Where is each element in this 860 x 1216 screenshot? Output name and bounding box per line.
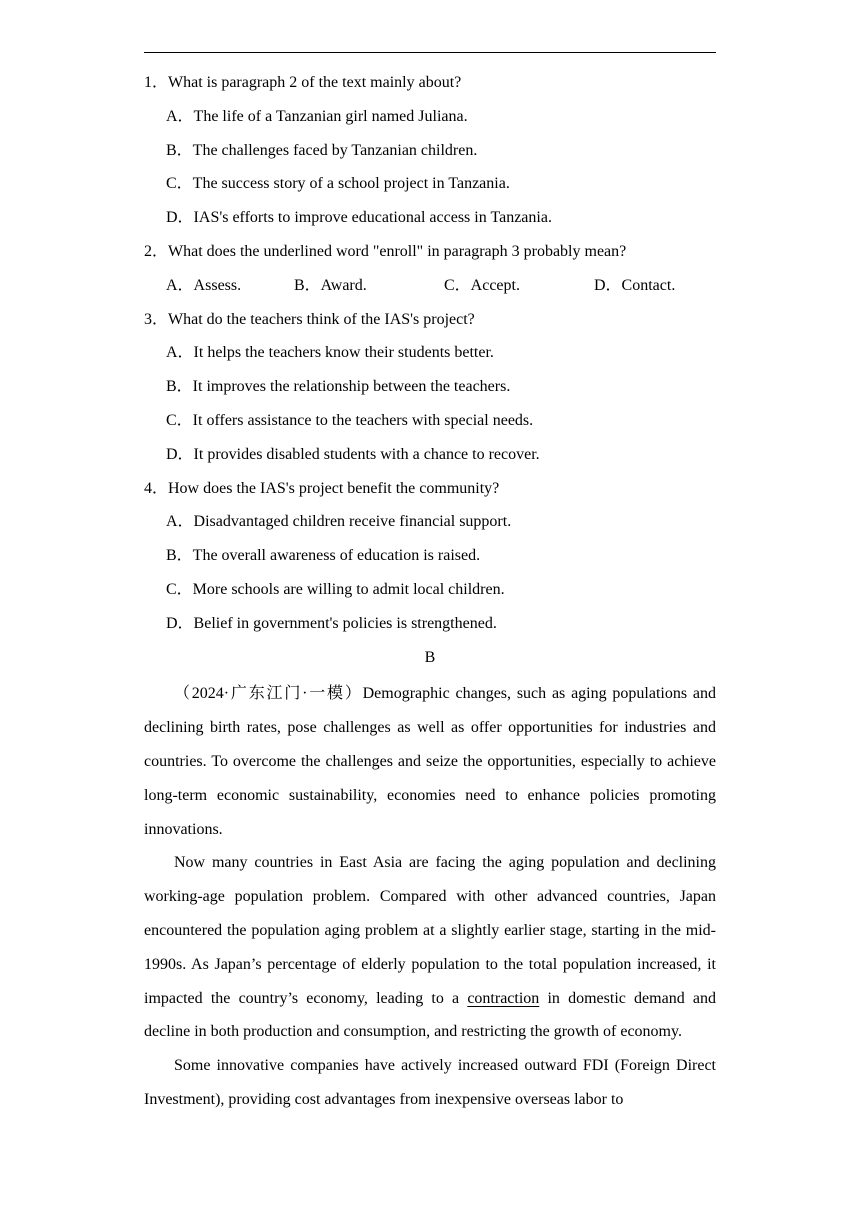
option-d: D．It provides disabled students with a chance to recover.: [166, 445, 540, 463]
option-c: C．More schools are willing to admit local children.: [166, 580, 505, 598]
option-c: C．It offers assistance to the teachers with special needs.: [166, 411, 534, 429]
question-stem: 3．What do the teachers think of the IAS's project?: [144, 310, 475, 328]
option-b: B．It improves the relationship between the teachers.: [166, 378, 511, 396]
option-a: A．Disadvantaged children receive financial support.: [166, 513, 512, 531]
option-b: B．Award.: [294, 276, 367, 294]
reading-passage: [144, 677, 716, 1116]
question-stem: 2．What does the underlined word "enroll" in paragraph 3 probably mean?: [144, 242, 627, 260]
option-a: A．Assess.: [166, 276, 242, 294]
underlined-word: contraction: [467, 989, 540, 1007]
option-b: B．The challenges faced by Tanzanian children.: [166, 141, 478, 159]
paragraph-2: [144, 846, 716, 1049]
question-3: [144, 306, 716, 475]
option-a: A．The life of a Tanzanian girl named Juliana.: [166, 107, 468, 125]
question-1: [144, 69, 716, 238]
paragraph-2-text-before: Now many countries in East Asia are facing the aging population and declining working-age population problem. Compared with other advanced countries, Japan encountered the population aging problem at a slightly earlier stage, starting in the mid-1990s. As Japan’s percentage of elderly population to the total population increased, it impacted the country’s economy, leading to a: [144, 854, 716, 1007]
document-body: [144, 69, 716, 1117]
option-d: D．Contact.: [594, 276, 676, 294]
question-stem: 4．How does the IAS's project benefit the community?: [144, 479, 500, 497]
paragraph-1: （2024·广东江门·一模）Demographic changes, such as aging populations and declining birth rates, pose challenges as well as offer opportunities for industries and countries. To overcome the challenges and seize the opportunities, especially to achieve long-term economic sustainability, economies need to enhance policies promoting innovations.: [144, 685, 716, 838]
option-d: D．IAS's efforts to improve educational access in Tanzania.: [166, 209, 552, 227]
option-d: D．Belief in government's policies is strengthened.: [166, 614, 497, 632]
option-a: A．It helps the teachers know their students better.: [166, 344, 494, 362]
header-rule: [144, 52, 716, 53]
question-stem: 1．What is paragraph 2 of the text mainly about?: [144, 74, 462, 91]
paragraph-3: Some innovative companies have actively increased outward FDI (Foreign Direct Investment), providing cost advantages from inexpensive overseas labor to: [144, 1057, 716, 1108]
question-4: [144, 475, 716, 644]
option-b: B．The overall awareness of education is raised.: [166, 547, 481, 565]
paragraph-2-text-after: in domestic demand and decline in both production and consumption, and restricting the growth of economy.: [144, 989, 716, 1041]
question-2: [144, 238, 716, 306]
section-label: B: [424, 648, 436, 666]
option-row: [144, 272, 716, 306]
option-c: C．The success story of a school project in Tanzania.: [166, 175, 510, 193]
option-c: C．Accept.: [444, 276, 520, 294]
